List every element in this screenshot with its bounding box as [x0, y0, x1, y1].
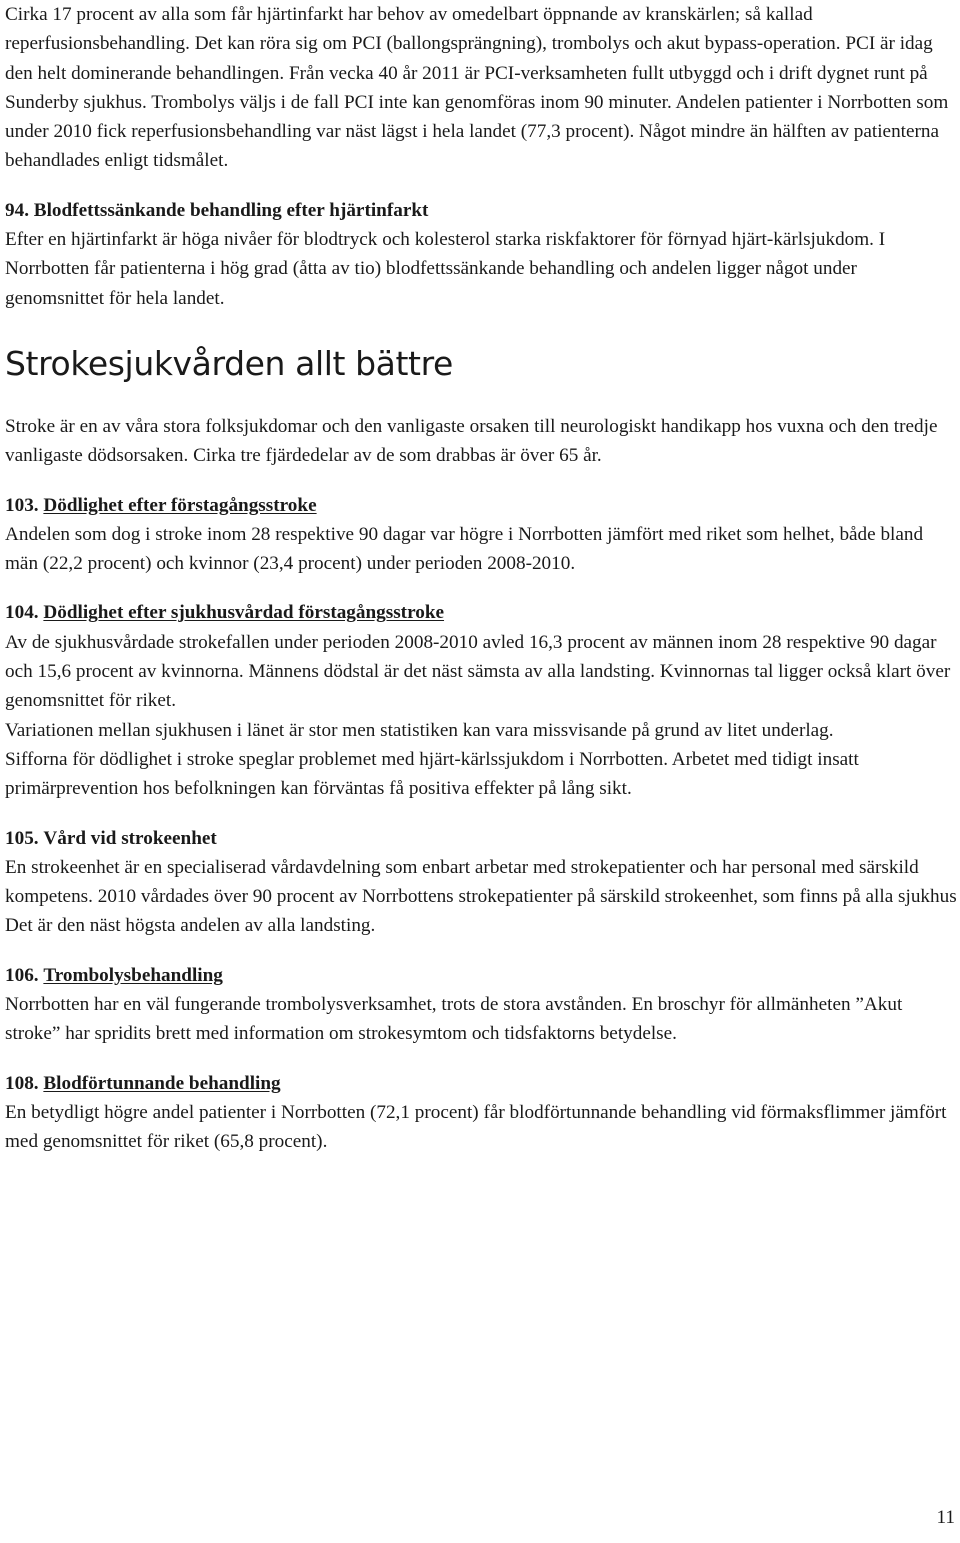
item-105-heading	[5, 824, 957, 853]
item-94-heading	[5, 196, 957, 225]
item-106-text: Norrbotten har en väl fungerande trombolysverksamhet, trots de stora avstånden. En broschyr för allmänheten ”Akut stroke” har spridits brett med information om strokesymtom och tidsfaktorns betydelse.	[5, 994, 903, 1045]
section-intro: Stroke är en av våra stora folksjukdomar och den vanligaste orsaken till neurologiskt handikapp hos vuxna och den tredje vanligaste dödsorsaken. Cirka tre fjärdedelar av de som drabbas är över 65 år.	[5, 415, 938, 467]
item-94-number: 94.	[5, 199, 29, 221]
item-103	[5, 491, 957, 579]
item-106-heading	[5, 961, 957, 990]
item-104-text-1: Av de sjukhusvårdade strokefallen under perioden 2008-2010 avled 16,3 procent av männen inom 28 respektive 90 dagar och 15,6 procent av kvinnorna. Männens dödstal är det näst sämsta av alla landsting. Kvinnornas tal ligger också klart över genomsnittet för riket.	[5, 631, 951, 712]
item-104-text-3: Sifforna för dödlighet i stroke speglar problemet med hjärt-kärlssjukdom i Norrbotten. Arbetet med tidigt insatt primärprevention hos befolkningen kan förväntas få positiva effekter på lång sikt.	[5, 748, 859, 800]
item-104-heading	[5, 598, 957, 627]
item-94	[5, 196, 957, 313]
item-104-title: Dödlighet efter sjukhusvårdad förstagångsstroke	[43, 602, 445, 624]
section-heading: Strokesjukvården allt bättre	[5, 343, 453, 383]
item-106-number: 106.	[5, 964, 39, 986]
item-105-title: Vård vid strokeenhet	[43, 827, 217, 849]
item-103-title: Dödlighet efter förstagångsstroke	[43, 494, 317, 516]
item-108-number: 108.	[5, 1072, 39, 1094]
document-page	[5, 0, 957, 1157]
item-108-heading	[5, 1069, 957, 1098]
page-number: 11	[936, 1507, 955, 1528]
item-103-text: Andelen som dog i stroke inom 28 respektive 90 dagar var högre i Norrbotten jämfört med riket som helhet, både bland män (22,2 procent) och kvinnor (23,4 procent) under perioden 2008-2010.	[5, 523, 924, 575]
intro-paragraph: Cirka 17 procent av alla som får hjärtinfarkt har behov av omedelbart öppnande av kranskärlen; så kallad reperfusionsbehandling. Det kan röra sig om PCI (ballongsprängning), trombolys och akut bypass-operation. PCI är idag den helt dominerande behandlingen. Från vecka 40 år 2011 är PCI-verksamheten fullt utbyggd och i drift dygnet runt på Sunderby sjukhus. Trombolys väljs i de fall PCI inte kan genomföras inom 90 minuter. Andelen patienter i Norrbotten som under 2010 fick reperfusionsbehandling var näst lägst i hela landet (77,3 procent). Något mindre än hälften av patienterna behandlades enligt tidsmålet.	[5, 4, 949, 172]
item-103-number: 103.	[5, 494, 39, 516]
item-104	[5, 598, 957, 803]
item-94-title: Blodfettssänkande behandling efter hjärtinfarkt	[33, 199, 429, 221]
item-105	[5, 824, 957, 941]
item-108-text: En betydligt högre andel patienter i Norrbotten (72,1 procent) får blodförtunnande behandling vid förmaksflimmer jämfört med genomsnittet för riket (65,8 procent).	[5, 1101, 947, 1153]
item-104-number: 104.	[5, 602, 39, 624]
item-106-title: Trombolysbehandling	[43, 964, 223, 986]
item-94-text: Efter en hjärtinfarkt är höga nivåer för blodtryck och kolesterol starka riskfaktorer för förnyad hjärt-kärlsjukdom. I Norrbotten får patienterna i hög grad (åtta av tio) blodfettssänkande behandling och andelen ligger något under genomsnittet för hela landet.	[5, 229, 886, 309]
item-105-number: 105.	[5, 827, 39, 849]
item-108-title: Blodförtunnande behandling	[43, 1072, 281, 1094]
item-103-heading	[5, 491, 957, 520]
item-105-text: En strokeenhet är en specialiserad vårdavdelning som enbart arbetar med strokepatienter och har personal med särskild kompetens. 2010 vårdades över 90 procent av Norrbottens strokepatienter på särskild strokeenhet, som finns på alla sjukhus Det är den näst högsta andelen av alla landsting.	[5, 856, 957, 937]
item-106	[5, 961, 957, 1049]
item-108	[5, 1069, 957, 1157]
item-104-text-2: Variationen mellan sjukhusen i länet är stor men statistiken kan vara missvisande på grund av litet underlag.	[5, 719, 834, 741]
